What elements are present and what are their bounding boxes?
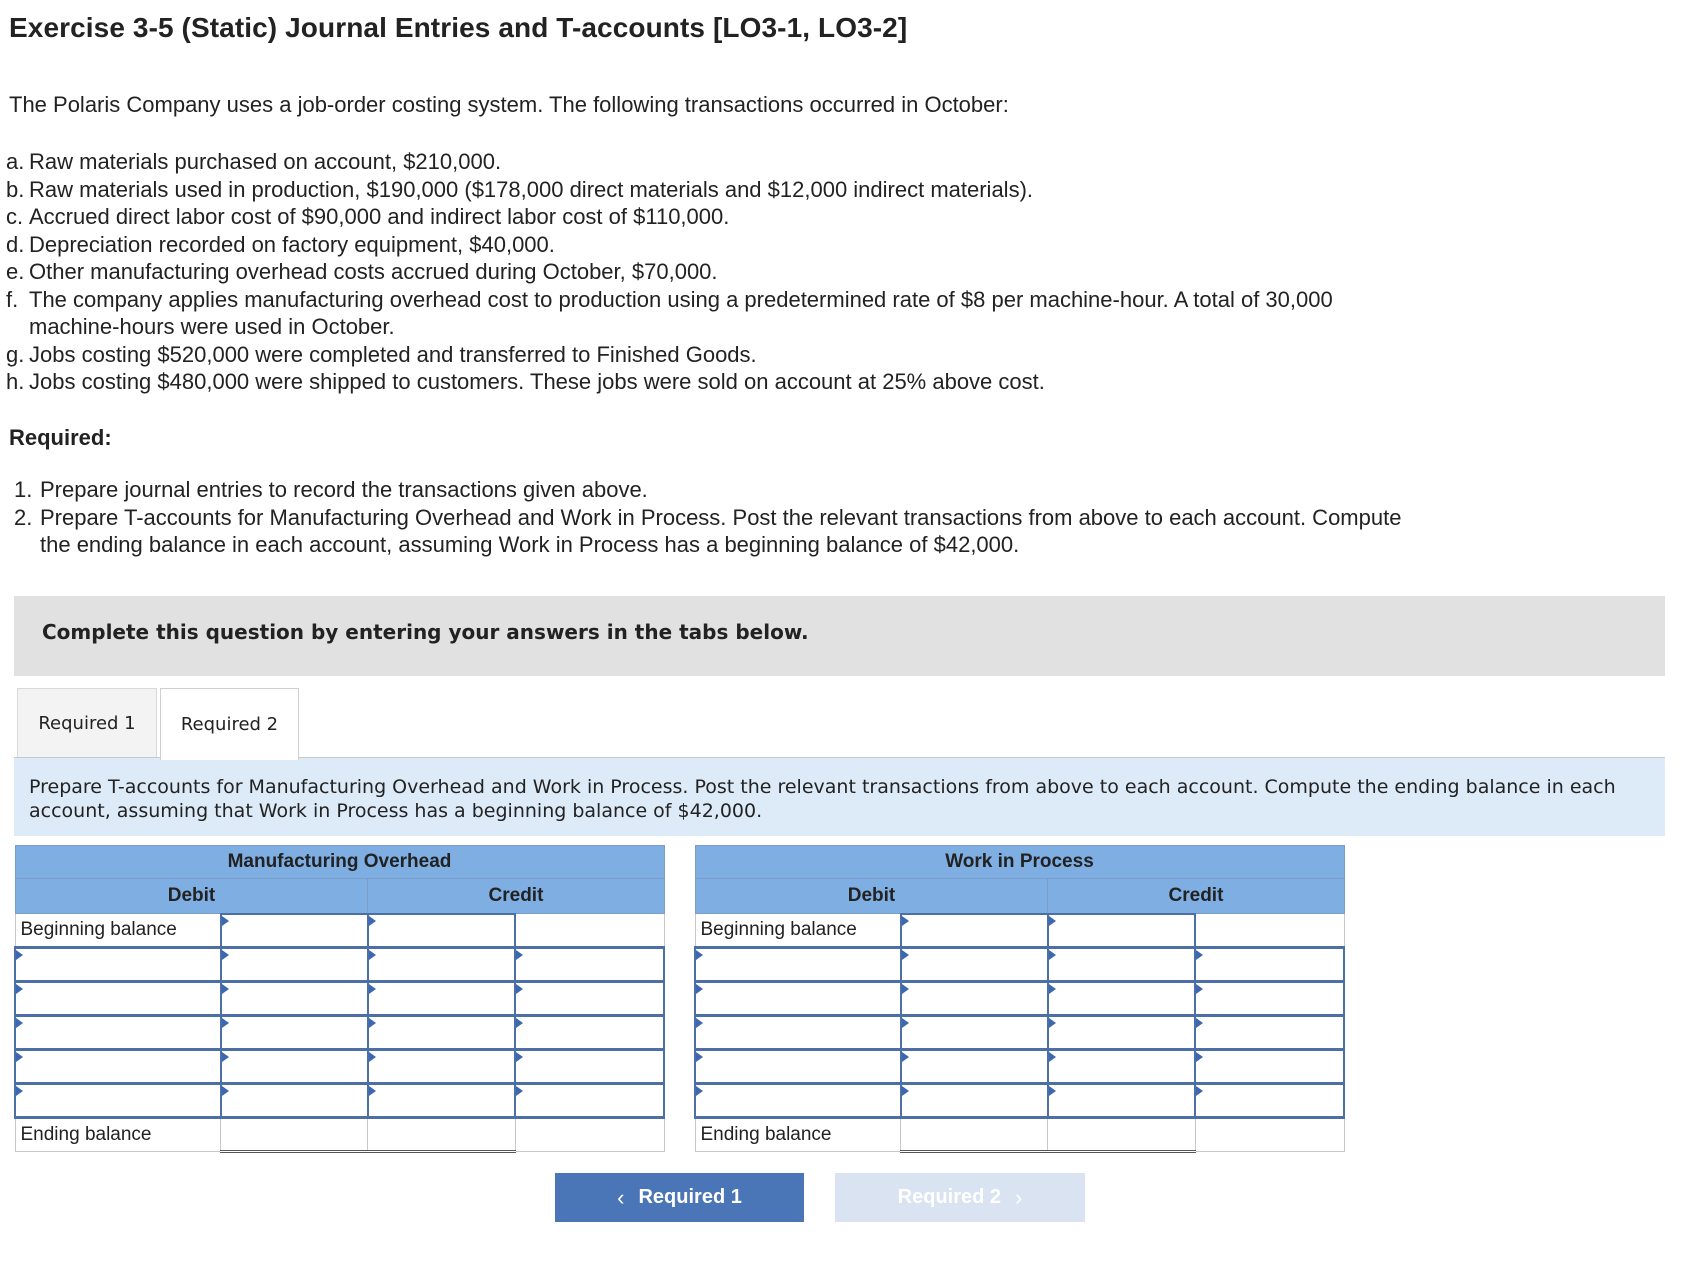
beginning-balance-input[interactable]	[221, 914, 368, 948]
credit-amount-input[interactable]	[515, 1016, 664, 1050]
next-required-button[interactable]	[835, 1173, 1085, 1222]
taccount-title: Work in Process	[695, 846, 1344, 879]
list-item	[6, 286, 1409, 341]
list-item	[6, 258, 1409, 286]
list-text: Jobs costing $480,000 were shipped to customers. These jobs were sold on account at 25% above cost.	[29, 369, 1045, 394]
list-text: Raw materials purchased on account, $210,000.	[29, 149, 502, 174]
credit-account-select[interactable]	[1048, 982, 1196, 1016]
debit-account-select[interactable]	[15, 1050, 221, 1084]
credit-amount-input[interactable]	[515, 948, 664, 982]
debit-account-select[interactable]	[15, 948, 221, 982]
credit-amount-input[interactable]	[1195, 1016, 1344, 1050]
tab-required-2[interactable]: Required 2	[160, 688, 299, 760]
list-letter: h.	[6, 369, 25, 394]
credit-account-select[interactable]	[368, 1050, 516, 1084]
credit-account-select[interactable]	[368, 1084, 516, 1118]
debit-amount-input[interactable]	[901, 1050, 1048, 1084]
credit-header: Credit	[1048, 879, 1344, 914]
credit-account-input[interactable]	[368, 914, 516, 948]
list-number: 1.	[14, 477, 33, 502]
ending-balance-debit-input[interactable]	[901, 1118, 1048, 1152]
credit-account-select[interactable]	[368, 948, 516, 982]
required-heading: Required:	[9, 425, 112, 450]
debit-header: Debit	[695, 879, 1048, 914]
debit-amount-input[interactable]	[221, 1050, 368, 1084]
page-title: Exercise 3-5 (Static) Journal Entries and T-accounts [LO3-1, LO3-2]	[9, 12, 908, 43]
list-item	[14, 504, 1430, 559]
ending-balance-empty-cell	[515, 1118, 664, 1152]
list-letter: c.	[6, 204, 24, 229]
debit-account-select[interactable]	[695, 1084, 901, 1118]
list-text: Accrued direct labor cost of $90,000 and indirect labor cost of $110,000.	[29, 204, 730, 229]
list-item	[6, 203, 1409, 231]
credit-account-input[interactable]	[1048, 914, 1196, 948]
list-letter: b.	[6, 176, 25, 202]
list-letter: a.	[6, 149, 25, 174]
debit-header: Debit	[15, 879, 368, 914]
ending-balance-credit-input[interactable]	[368, 1118, 516, 1152]
list-text: Depreciation recorded on factory equipment, $40,000.	[29, 231, 555, 257]
required-list	[14, 476, 1430, 559]
prev-required-button[interactable]	[555, 1173, 804, 1222]
complete-banner-text: Complete this question by entering your answers in the tabs below.	[42, 620, 809, 644]
tab-required-1[interactable]: Required 1	[17, 688, 157, 758]
credit-amount-cell	[1195, 914, 1344, 948]
debit-amount-input[interactable]	[221, 948, 368, 982]
beginning-balance-label: Beginning balance	[15, 914, 221, 948]
debit-account-select[interactable]	[15, 1084, 221, 1118]
instruction-box: Prepare T-accounts for Manufacturing Overhead and Work in Process. Post the relevant transactions from above to each account. Compute the ending balance in each account, assuming that Work in Process has a beginning balance of $42,000.	[14, 758, 1665, 836]
list-item	[6, 176, 1409, 204]
prev-button-label: Required 1	[638, 1186, 742, 1208]
credit-amount-input[interactable]	[1195, 982, 1344, 1016]
list-text: Jobs costing $520,000 were completed and transferred to Finished Goods.	[29, 341, 757, 367]
credit-account-select[interactable]	[1048, 948, 1196, 982]
debit-amount-input[interactable]	[901, 1016, 1048, 1050]
list-text: Prepare journal entries to record the transactions given above.	[40, 477, 648, 502]
beginning-balance-input[interactable]	[901, 914, 1048, 948]
ending-balance-label: Ending balance	[15, 1118, 221, 1152]
taccount-spacer	[665, 845, 694, 1157]
credit-amount-input[interactable]	[1195, 1050, 1344, 1084]
debit-account-select[interactable]	[15, 1016, 221, 1050]
list-item	[6, 231, 1409, 259]
complete-banner	[14, 596, 1665, 676]
chevron-right-icon: ›	[1015, 1184, 1023, 1210]
list-text: Prepare T-accounts for Manufacturing Overhead and Work in Process. Post the relevant transactions from above to each account. Compute the ending balance in each account, assuming Work in Process has a beginning balance of $42,000.	[40, 504, 1402, 557]
taccount-title: Manufacturing Overhead	[15, 846, 664, 879]
transaction-list	[6, 148, 1409, 396]
credit-account-select[interactable]	[1048, 1016, 1196, 1050]
list-text: The company applies manufacturing overhead cost to production using a predetermined rate of $8 per machine-hour. A total of 30,000 machine-hours were used in October.	[29, 286, 1333, 339]
list-text: Raw materials used in production, $190,000 ($178,000 direct materials and $12,000 indirect materials).	[29, 176, 1034, 202]
ending-balance-label: Ending balance	[695, 1118, 901, 1152]
credit-amount-input[interactable]	[515, 982, 664, 1016]
ending-balance-credit-input[interactable]	[1048, 1118, 1196, 1152]
credit-account-select[interactable]	[368, 1016, 516, 1050]
ending-balance-debit-input[interactable]	[221, 1118, 368, 1152]
debit-account-select[interactable]	[695, 948, 901, 982]
credit-amount-input[interactable]	[515, 1084, 664, 1118]
credit-header: Credit	[368, 879, 664, 914]
next-button-label: Required 2	[897, 1186, 1002, 1208]
debit-account-select[interactable]	[695, 1050, 901, 1084]
list-item	[14, 476, 1430, 504]
list-item	[6, 341, 1409, 369]
debit-amount-input[interactable]	[901, 948, 1048, 982]
intro-text: The Polaris Company uses a job-order costing system. The following transactions occurred in October:	[9, 92, 1009, 117]
debit-amount-input[interactable]	[901, 1084, 1048, 1118]
credit-amount-input[interactable]	[1195, 1084, 1344, 1118]
list-letter: d.	[6, 231, 25, 257]
debit-amount-input[interactable]	[221, 1084, 368, 1118]
list-letter: e.	[6, 259, 25, 284]
debit-amount-input[interactable]	[221, 982, 368, 1016]
credit-account-select[interactable]	[1048, 1084, 1196, 1118]
taccount-manufacturing-overhead	[14, 845, 665, 1153]
credit-amount-input[interactable]	[515, 1050, 664, 1084]
debit-account-select[interactable]	[15, 982, 221, 1016]
debit-amount-input[interactable]	[221, 1016, 368, 1050]
beginning-balance-label: Beginning balance	[695, 914, 901, 948]
list-item	[6, 148, 1409, 176]
debit-account-select[interactable]	[695, 1016, 901, 1050]
credit-account-select[interactable]	[368, 982, 516, 1016]
taccount-work-in-process	[694, 845, 1345, 1153]
ending-balance-empty-cell	[1195, 1118, 1344, 1152]
list-letter: f.	[6, 286, 19, 312]
credit-amount-input[interactable]	[1195, 948, 1344, 982]
list-item	[6, 368, 1409, 396]
list-number: 2.	[14, 504, 33, 530]
credit-amount-cell	[515, 914, 664, 948]
list-text: Other manufacturing overhead costs accrued during October, $70,000.	[29, 259, 718, 284]
chevron-left-icon: ‹	[617, 1184, 625, 1210]
credit-account-select[interactable]	[1048, 1050, 1196, 1084]
list-letter: g.	[6, 341, 25, 367]
debit-amount-input[interactable]	[901, 982, 1048, 1016]
debit-account-select[interactable]	[695, 982, 901, 1016]
